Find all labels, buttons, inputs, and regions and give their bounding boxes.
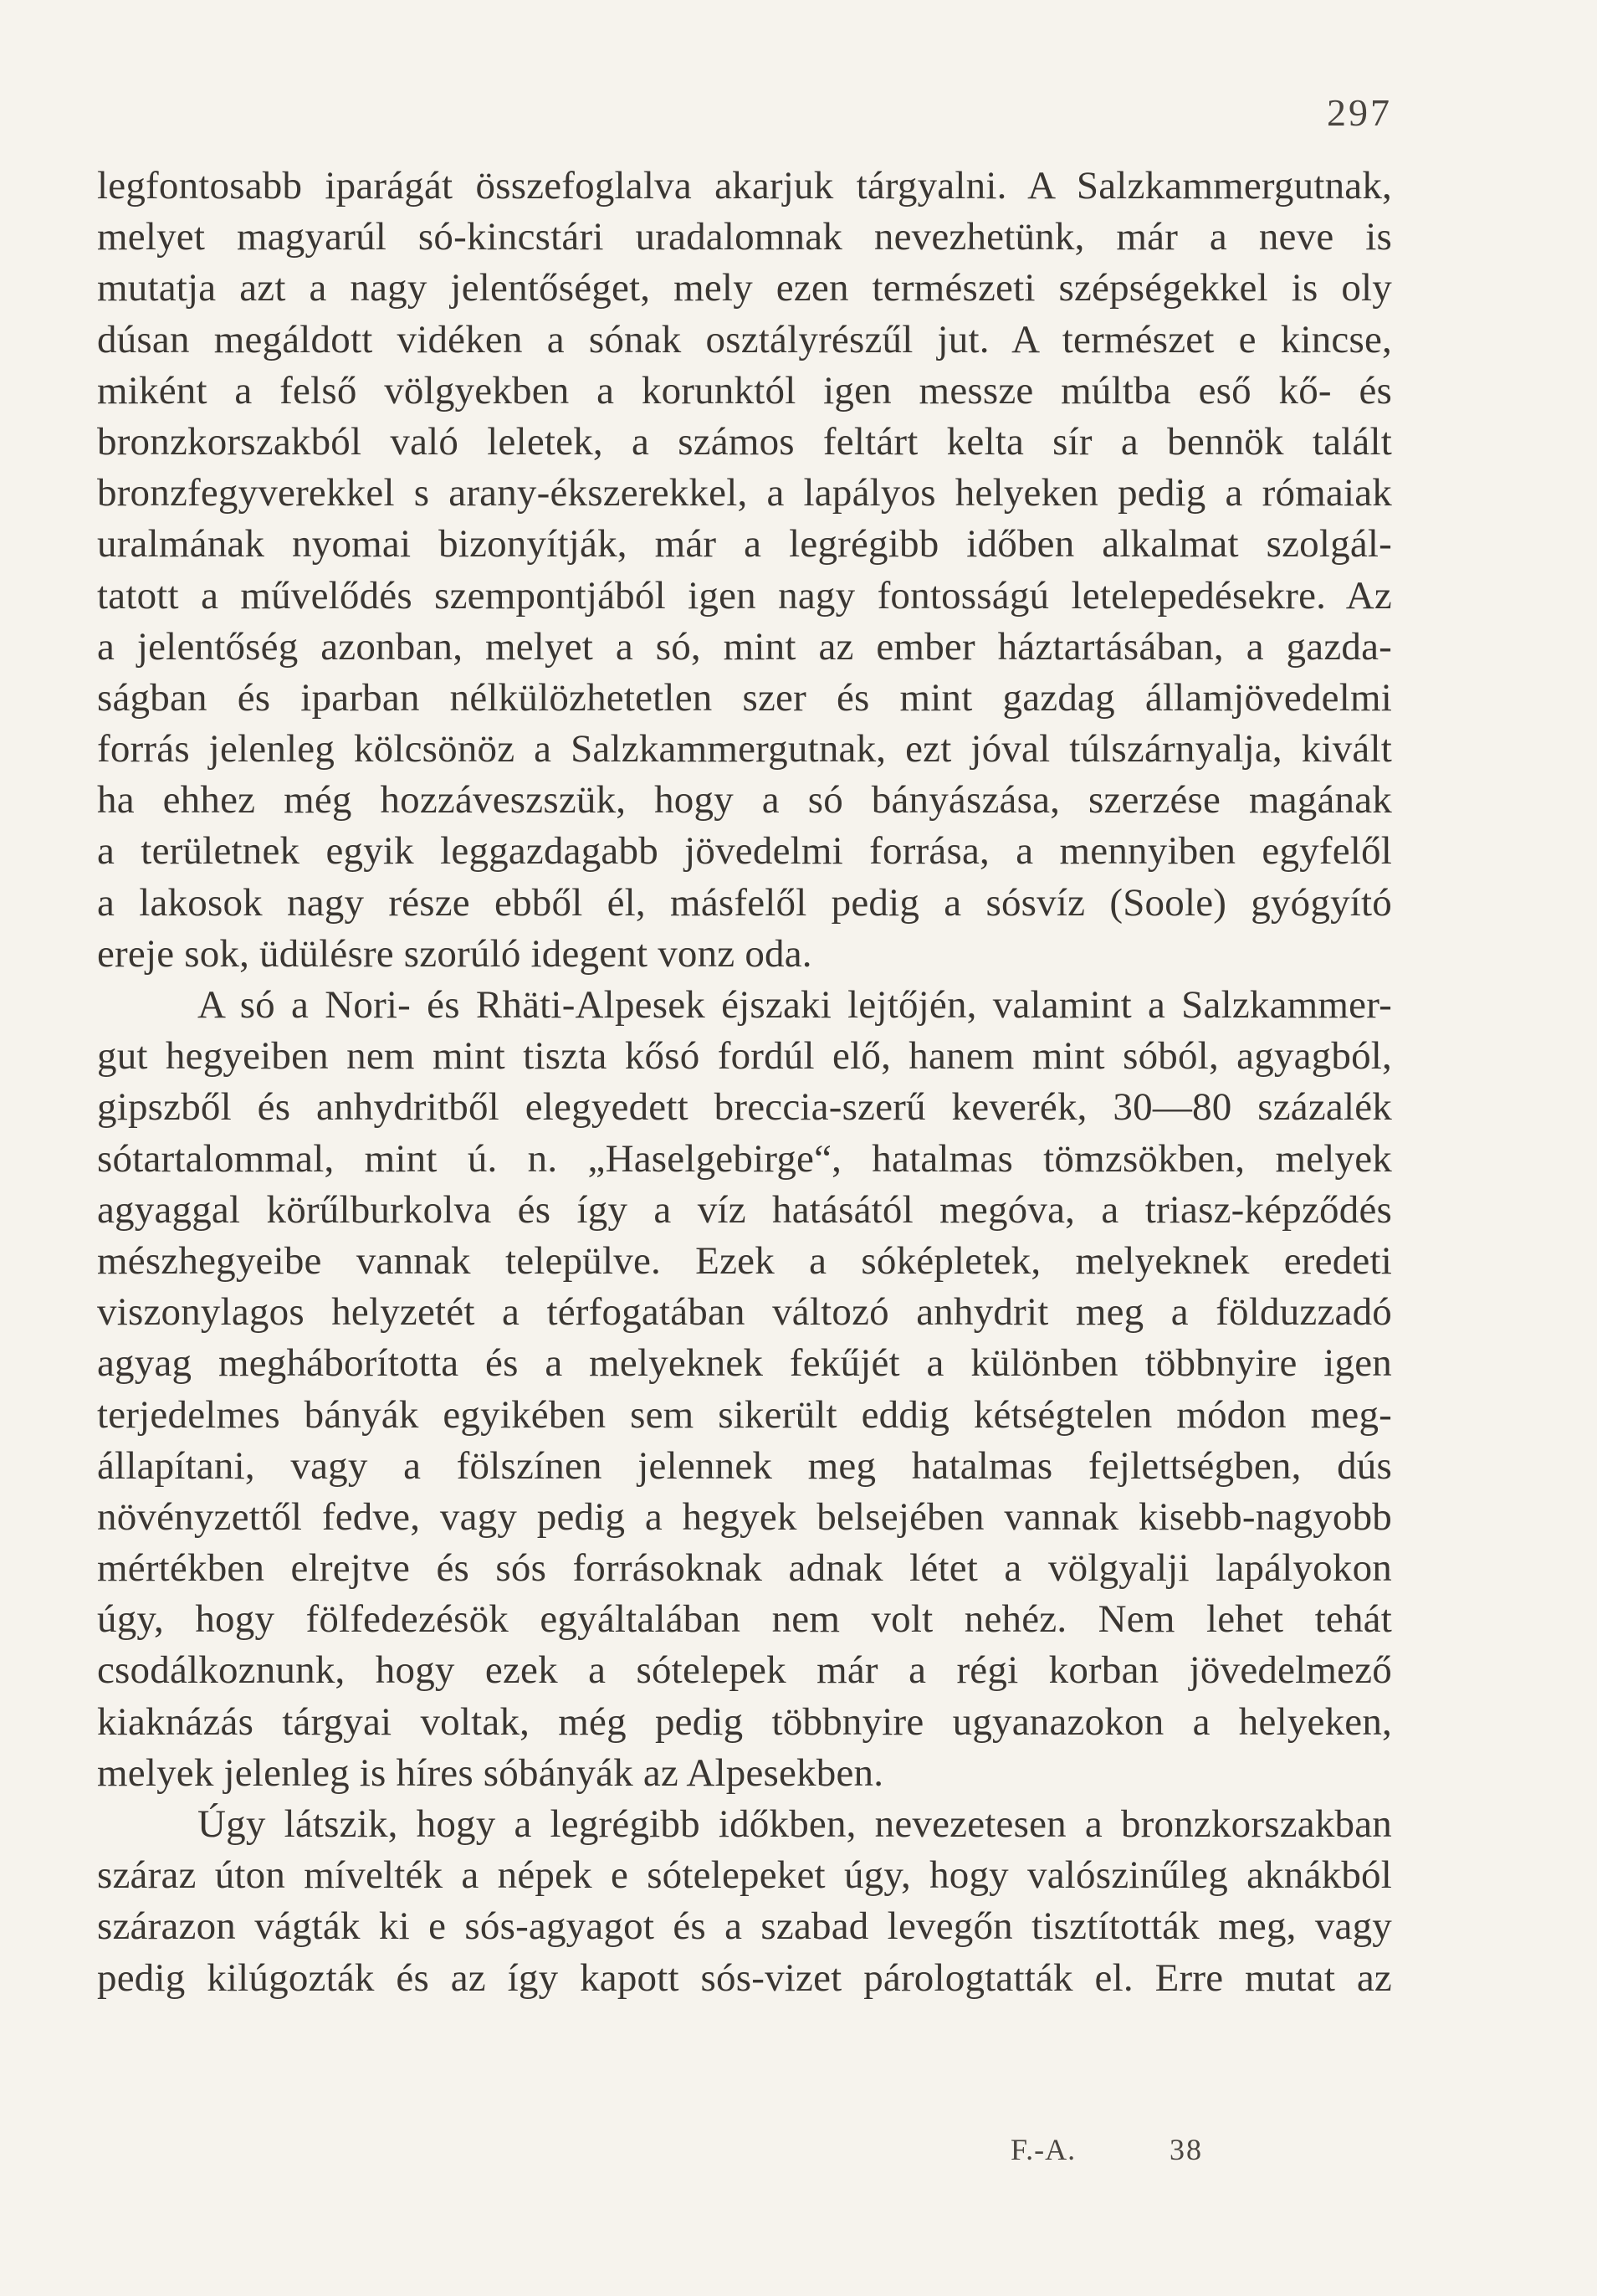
text-line: száraz úton mívelték a népek e sótelepeket úgy, hogy valószinűleg aknákból bbox=[97, 1853, 1392, 1898]
text-line: forrás jelenleg kölcsönöz a Salzkammergutnak, ezt jóval túlszárnyalja, kivált bbox=[97, 727, 1392, 771]
paragraph-1 bbox=[97, 161, 1392, 980]
text-line: uralmának nyomai bizonyítják, már a legrégibb időben alkalmat szolgál- bbox=[97, 522, 1392, 566]
text-line: a területnek egyik leggazdagabb jövedelmi forrása, a mennyiben egyfelől bbox=[97, 829, 1392, 874]
text-line: állapítani, vagy a fölszínen jelennek meg hatalmas fejlettségben, dús bbox=[97, 1443, 1392, 1488]
text-line: melyek jelenleg is híres sóbányák az Alpesekben. bbox=[97, 1750, 884, 1795]
text-line: bronzkorszakból való leletek, a számos feltárt kelta sír a bennök talált bbox=[97, 419, 1392, 464]
text-line: kiaknázás tárgyai voltak, még pedig többnyire ugyanazokon a helyeken, bbox=[97, 1699, 1392, 1744]
text-line: terjedelmes bányák egyikében sem sikerült eddig kétségtelen módon meg- bbox=[97, 1392, 1392, 1437]
text-line: szárazon vágták ki e sós-agyagot és a szabad levegőn tisztították meg, vagy bbox=[97, 1904, 1392, 1949]
text-line: gut hegyeiben nem mint tiszta kősó fordúl elő, hanem mint sóból, agyagból, bbox=[97, 1034, 1392, 1079]
text-line: agyaggal körűlburkolva és így a víz hatásától megóva, a triasz-képződés bbox=[97, 1187, 1392, 1232]
text-line: legfontosabb iparágát összefoglalva akarjuk tárgyalni. A Salzkammergutnak, bbox=[97, 164, 1392, 208]
text-line: csodálkoznunk, hogy ezek a sótelepek már a régi korban jövedelmező bbox=[97, 1648, 1392, 1693]
paragraph-2 bbox=[97, 980, 1392, 1799]
printer-signature: F.-A. bbox=[1011, 2133, 1077, 2166]
page-footer bbox=[0, 2132, 1597, 2174]
text-line: agyag megháborította és a melyeknek fekűjét a különben többnyire igen bbox=[97, 1341, 1392, 1386]
text-line: ságban és iparban nélkülözhetetlen szer és mint gazdag államjövedelmi bbox=[97, 675, 1392, 720]
text-line: bronzfegyverekkel s arany-ékszerekkel, a lapályos helyeken pedig a rómaiak bbox=[97, 471, 1392, 515]
text-line: sótartalommal, mint ú. n. „Haselgebirge“, hatalmas tömzsökben, melyek bbox=[97, 1136, 1392, 1181]
text-line: a jelentőség azonban, melyet a só, mint az ember háztartásában, a gazda- bbox=[97, 624, 1392, 669]
text-line: pedig kilúgozták és az így kapott sós-vizet párologtatták el. Erre mutat az bbox=[97, 1955, 1392, 2000]
text-line: ha ehhez még hozzáveszszük, hogy a só bányászása, szerzése magának bbox=[97, 778, 1392, 823]
text-line: mértékben elrejtve és sós forrásoknak adnak létet a völgyalji lapályokon bbox=[97, 1546, 1392, 1591]
text-line: viszonylagos helyzetét a térfogatában változó anhydrit meg a földuzzadó bbox=[97, 1290, 1392, 1335]
text-line: dúsan megáldott vidéken a sónak osztályrészűl jut. A természet e kincse, bbox=[97, 317, 1392, 361]
text-line: tatott a művelődés szempontjából igen nagy fontosságú letelepedésekre. Az bbox=[97, 573, 1392, 618]
text-line: Úgy látszik, hogy a legrégibb időkben, nevezetesen a bronzkorszakban bbox=[197, 1802, 1392, 1846]
paragraph-3 bbox=[97, 1799, 1392, 2004]
text-line: mészhegyeibe vannak települve. Ezek a sóképletek, melyeknek eredeti bbox=[97, 1238, 1392, 1283]
page-number: 297 bbox=[1327, 91, 1392, 134]
text-line: gipszből és anhydritből elegyedett breccia-szerű keverék, 30—80 százalék bbox=[97, 1085, 1392, 1130]
text-line: úgy, hogy fölfedezésök egyáltalában nem volt nehéz. Nem lehet tehát bbox=[97, 1597, 1392, 1642]
text-line: mutatja azt a nagy jelentőséget, mely ezen természeti szépségekkel is oly bbox=[97, 266, 1392, 310]
text-line: melyet magyarúl só-kincstári uradalomnak nevezhetünk, már a neve is bbox=[97, 215, 1392, 259]
sheet-number: 38 bbox=[1170, 2133, 1203, 2166]
text-line: növényzettől fedve, vagy pedig a hegyek belsejében vannak kisebb-nagyobb bbox=[97, 1494, 1392, 1539]
text-line: ereje sok, üdülésre szorúló idegent vonz oda. bbox=[97, 931, 812, 976]
body-text bbox=[97, 161, 1392, 2004]
text-line: miként a felső völgyekben a korunktól igen messze múltba eső kő- és bbox=[97, 368, 1392, 413]
text-line: a lakosok nagy része ebből él, másfelől pedig a sósvíz (Soole) gyógyító bbox=[97, 880, 1392, 925]
text-line: A só a Nori- és Rhäti-Alpesek éjszaki lejtőjén, valamint a Salzkammer- bbox=[197, 983, 1392, 1027]
